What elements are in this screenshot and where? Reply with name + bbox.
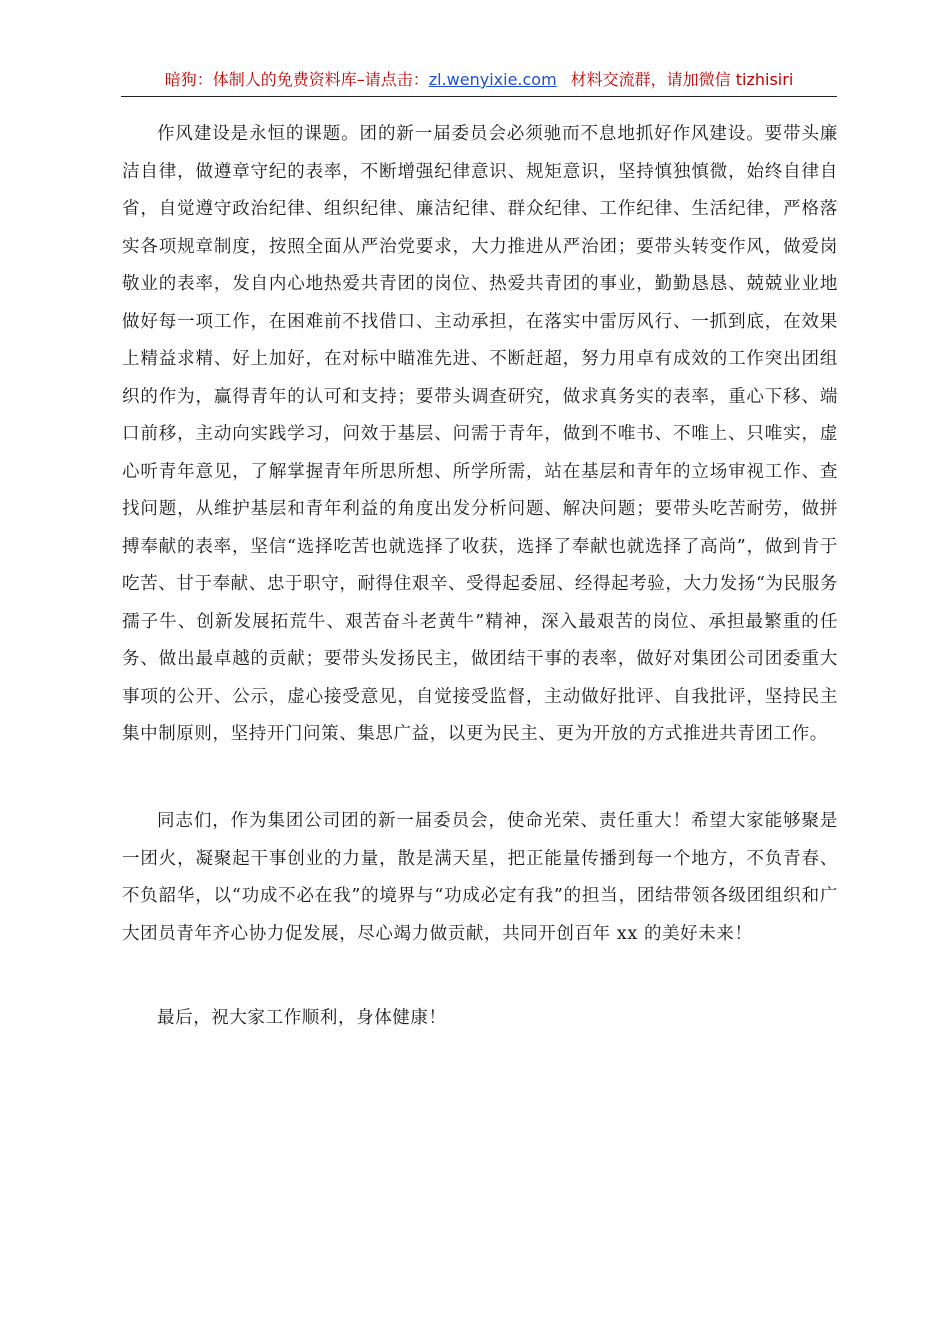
paragraph-comrades: 同志们，作为集团公司团的新一届委员会，使命光荣、责任重大！希望大家能够聚是一团火，凝聚起干事创业的力量，散是满天星，把正能量传播到每一个地方，不负青春、不负韶华，以“功成不必在我”的境界与“功成必定有我”的担当，团结带领各级团组织和广大团员青年齐心协力促发展，尽心竭力做贡献，共同开创百年 xx 的美好未来！ xyxy=(122,811,838,944)
page-header xyxy=(121,66,837,97)
header-contact: 材料交流群，请加微信 tizhisiri xyxy=(570,70,794,89)
header-prompt: –请点击： xyxy=(356,70,429,89)
header-brand: 暗狗：体制人的免费资料库 xyxy=(164,70,357,89)
document-body xyxy=(122,116,838,1038)
paragraph-closing: 最后，祝大家工作顺利，身体健康！ xyxy=(157,1008,447,1028)
header-link[interactable]: zl.wenyixie.com xyxy=(428,70,557,89)
paragraph-style-building: 作风建设是永恒的课题。团的新一届委员会必须驰而不息地抓好作风建设。要带头廉洁自律，做遵章守纪的表率，不断增强纪律意识、规矩意识，坚持慎独慎微，始终自律自省，自觉遵守政治纪律、组织纪律、廉洁纪律、群众纪律、工作纪律、生活纪律，严格落实各项规章制度，按照全面从严治党要求，大力推进从严治团；要带头转变作风，做爱岗敬业的表率，发自内心地热爱共青团的岗位、热爱共青团的事业，勤勤恳恳、兢兢业业地做好每一项工作，在困难前不找借口、主动承担，在落实中雷厉风行、一抓到底，在效果上精益求精、好上加好，在对标中瞄准先进、不断赶超，努力用卓有成效的工作突出团组织的作为，赢得青年的认可和支持；要带头调查研究，做求真务实的表率，重心下移、端口前移，主动向实践学习，问效于基层、问需于青年，做到不唯书、不唯上、只唯实，虚心听青年意见，了解掌握青年所思所想、所学所需，站在基层和青年的立场审视工作、查找问题，从维护基层和青年利益的角度出发分析问题、解决问题；要带头吃苦耐劳，做拼搏奉献的表率，坚信“选择吃苦也就选择了收获，选择了奉献也就选择了高尚”，做到肯于吃苦、甘于奉献、忠于职守，耐得住艰辛、受得起委屈、经得起考验，大力发扬“为民服务孺子牛、创新发展拓荒牛、艰苦奋斗老黄牛”精神，深入最艰苦的岗位、承担最繁重的任务、做出最卓越的贡献；要带头发扬民主，做团结干事的表率，做好对集团公司团委重大事项的公开、公示，虚心接受意见，自觉接受监督，主动做好批评、自我批评，坚持民主集中制原则，坚持开门问策、集思广益，以更为民主、更为开放的方式推进共青团工作。 xyxy=(122,124,838,744)
